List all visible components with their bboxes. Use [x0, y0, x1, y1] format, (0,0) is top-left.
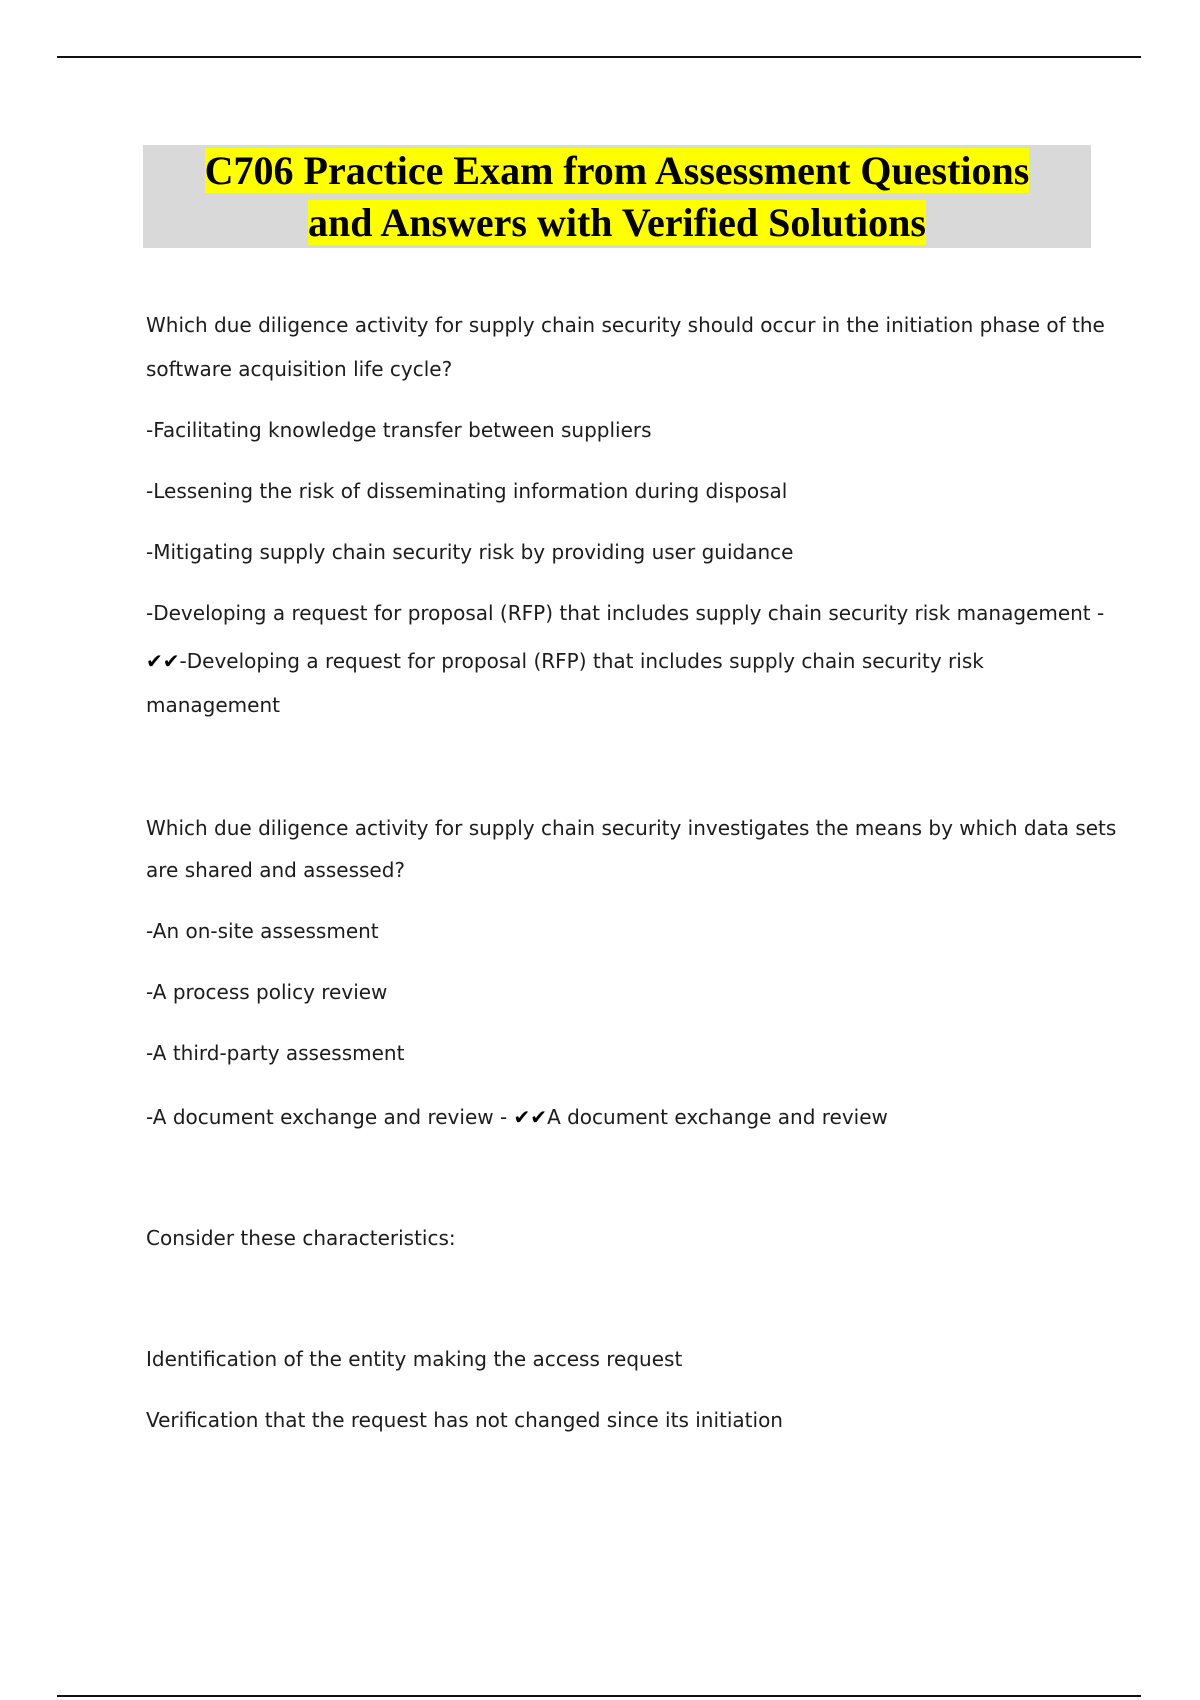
- check-mark-icon: ✔✔: [146, 649, 180, 673]
- q1-option-1: -Facilitating knowledge transfer between suppliers: [146, 418, 652, 442]
- q1-option-4: -Developing a request for proposal (RFP) that includes supply chain security risk management -: [146, 601, 1105, 625]
- q1-option-2: -Lessening the risk of disseminating information during disposal: [146, 479, 788, 503]
- check-mark-icon: ✔✔: [513, 1105, 548, 1129]
- q2-question-line-2: are shared and assessed?: [146, 858, 406, 882]
- q1-answer-text: -Developing a request for proposal (RFP) that includes supply chain security risk: [179, 649, 984, 673]
- top-rule: [57, 56, 1141, 58]
- q2-option-4: [146, 1095, 1096, 1139]
- q1-option-3: -Mitigating supply chain security risk by providing user guidance: [146, 540, 794, 564]
- title-line-2: and Answers with Verified Solutions: [308, 200, 926, 245]
- q2-option-4-text: -A document exchange and review -: [146, 1105, 514, 1129]
- title-line-1: C706 Practice Exam from Assessment Questions: [204, 148, 1030, 193]
- q1-question-line-1: Which due diligence activity for supply chain security should occur in the initiation phase of the: [146, 313, 1105, 337]
- q2-option-2: -A process policy review: [146, 980, 388, 1004]
- bottom-rule: [57, 1695, 1141, 1697]
- q2-question-line-1: Which due diligence activity for supply chain security investigates the means by which data sets: [146, 816, 1117, 840]
- q3-item-2: Verification that the request has not changed since its initiation: [146, 1408, 783, 1432]
- q1-question-line-2: software acquisition life cycle?: [146, 357, 453, 381]
- q2-option-3: -A third-party assessment: [146, 1041, 405, 1065]
- q1-answer-line-2: management: [146, 693, 280, 717]
- q2-option-1: -An on-site assessment: [146, 919, 379, 943]
- q3-item-1: Identification of the entity making the access request: [146, 1347, 683, 1371]
- q1-answer-line-1: [146, 639, 1096, 683]
- document-title: [143, 145, 1091, 248]
- q3-intro: Consider these characteristics:: [146, 1226, 456, 1250]
- q2-answer-text: A document exchange and review: [547, 1105, 888, 1129]
